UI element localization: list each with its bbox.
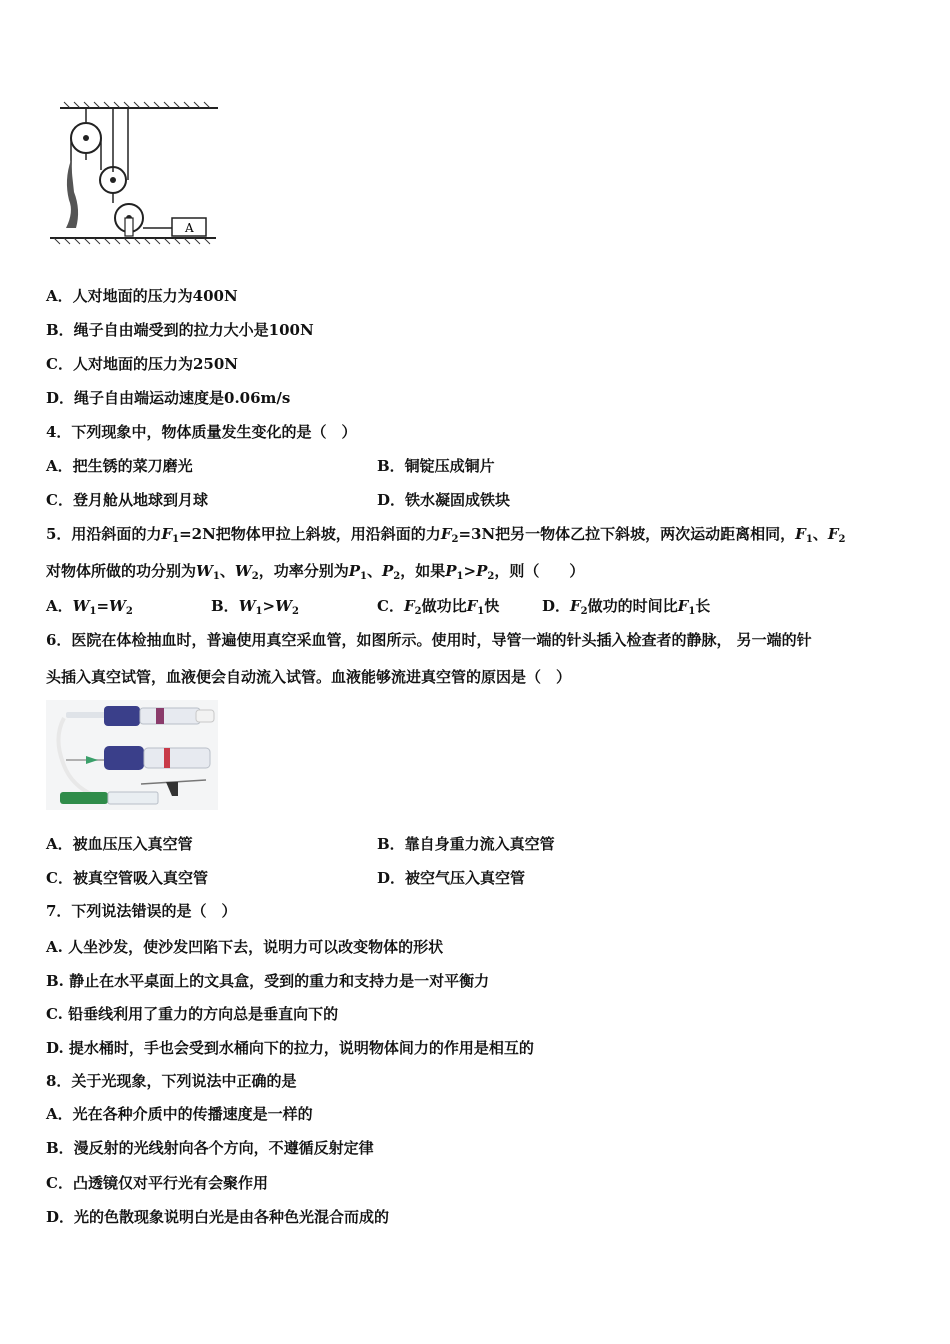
q5-option-b[interactable]: B．$W_1>W_2$ bbox=[211, 597, 299, 617]
q7-option-d[interactable]: D. 提水桶时，手也会受到水桶向下的拉力，说明物体间力的作用是相互的 bbox=[46, 1039, 534, 1057]
blood-tube-figure bbox=[46, 700, 218, 810]
q5-option-c[interactable]: C．$F_2$做功比$F_1$快 bbox=[377, 597, 500, 617]
q5-stem-line2: 对物体所做的功分别为$W_1$、$W_2$，功率分别为$P_1$、$P_2$，如果$P_1>P_2$，则（ ） bbox=[46, 562, 585, 582]
q6-option-b[interactable]: B．靠自身重力流入真空管 bbox=[377, 835, 555, 853]
q6-option-d[interactable]: D．被空气压入真空管 bbox=[377, 869, 526, 887]
q6-option-a[interactable]: A．被血压压入真空管 bbox=[46, 835, 193, 853]
q7-option-c[interactable]: C. 铅垂线利用了重力的方向总是垂直向下的 bbox=[46, 1005, 339, 1023]
q8-option-c[interactable]: C．凸透镜仅对平行光有会聚作用 bbox=[46, 1174, 268, 1192]
q6-stem-line2: 头插入真空试管，血液便会自动流入试管。血液能够流进真空管的原因是（ ） bbox=[46, 668, 572, 686]
q7-option-a[interactable]: A. 人坐沙发，使沙发凹陷下去，说明力可以改变物体的形状 bbox=[46, 938, 444, 956]
q4-option-b[interactable]: B．铜锭压成铜片 bbox=[377, 457, 495, 475]
q8-stem: 8．关于光现象，下列说法中正确的是 bbox=[46, 1072, 297, 1090]
q3-option-d[interactable]: D．绳子自由端运动速度是0.06m/s bbox=[46, 389, 291, 407]
q7-option-b[interactable]: B. 静止在水平桌面上的文具盒，受到的重力和支持力是一对平衡力 bbox=[46, 972, 490, 990]
q8-option-b[interactable]: B．漫反射的光线射向各个方向，不遵循反射定律 bbox=[46, 1139, 374, 1157]
q7-stem: 7．下列说法错误的是（ ） bbox=[46, 902, 237, 920]
q4-option-c[interactable]: C．登月舱从地球到月球 bbox=[46, 491, 208, 509]
q8-option-a[interactable]: A．光在各种介质中的传播速度是一样的 bbox=[46, 1105, 313, 1123]
q5-option-a[interactable]: A．$W_1=W_2$ bbox=[46, 597, 133, 617]
q4-stem: 4．下列现象中，物体质量发生变化的是（ ） bbox=[46, 423, 357, 441]
q3-option-a[interactable]: A．人对地面的压力为400N bbox=[46, 287, 238, 305]
q4-option-a[interactable]: A．把生锈的菜刀磨光 bbox=[46, 457, 193, 475]
q5-stem-line1: 5．用沿斜面的力$F_1=2N$把物体甲拉上斜坡，用沿斜面的力$F_2=3N$把另一物体乙拉下斜坡，两次运动距离相同，$F_1$、$F_2$ bbox=[46, 525, 846, 545]
q4-option-d[interactable]: D．铁水凝固成铁块 bbox=[377, 491, 511, 509]
pulley-figure bbox=[46, 100, 221, 252]
q8-option-d[interactable]: D．光的色散现象说明白光是由各种色光混合而成的 bbox=[46, 1208, 390, 1226]
q5-option-d[interactable]: D．$F_2$做功的时间比$F_1$长 bbox=[542, 597, 711, 617]
q3-option-c[interactable]: C．人对地面的压力为250N bbox=[46, 355, 238, 373]
q6-stem-line1: 6．医院在体检抽血时，普遍使用真空采血管，如图所示。使用时，导管一端的针头插入检查者的静脉， 另一端的针 bbox=[46, 631, 812, 649]
q3-option-b[interactable]: B．绳子自由端受到的拉力大小是100N bbox=[46, 321, 314, 339]
q6-option-c[interactable]: C．被真空管吸入真空管 bbox=[46, 869, 208, 887]
block-a-label: A bbox=[185, 221, 194, 235]
